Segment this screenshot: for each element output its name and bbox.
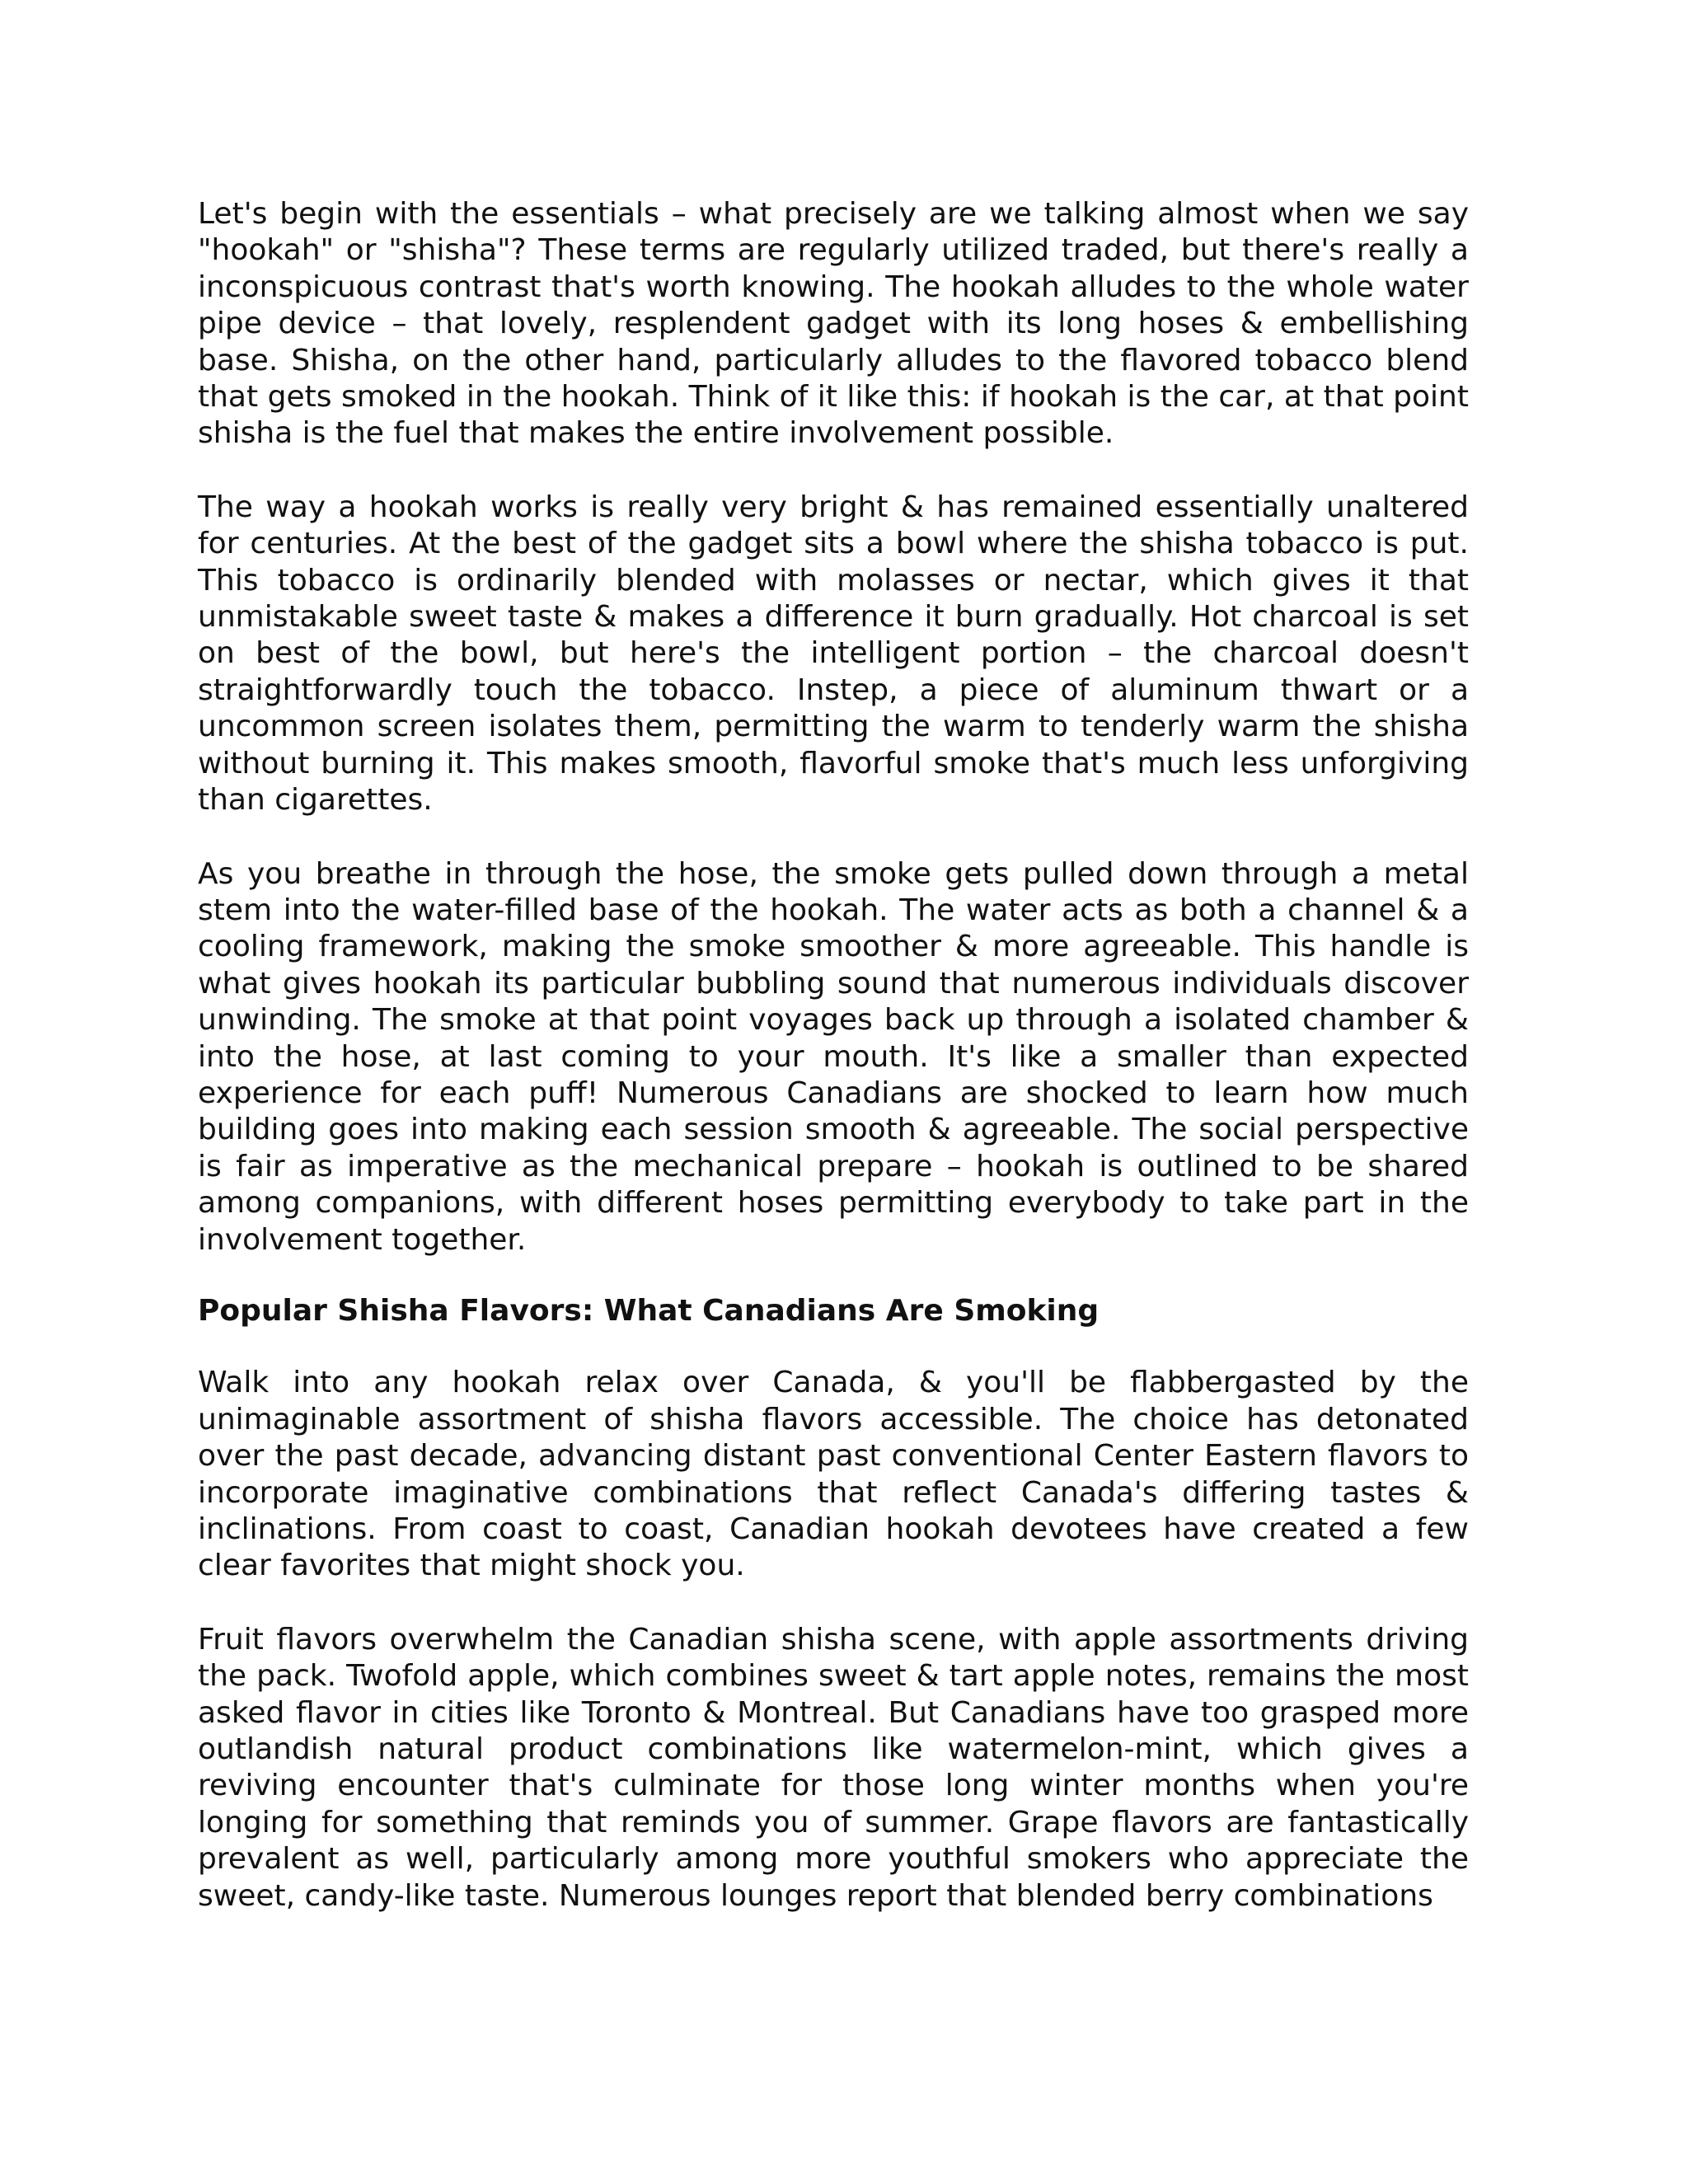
document-body	[198, 196, 1469, 1915]
section-heading-popular-flavors: Popular Shisha Flavors: What Canadians Are Smoking	[198, 1293, 1100, 1328]
paragraph-smoke-path: As you breathe in through the hose, the smoke gets pulled down through a metal stem into the water-filled base of the hookah. The water acts as both a channel & a cooling framework, making the smoke smoother & more agreeable. This handle is what gives hookah its particular bubbling sound that numerous individuals discover unwinding. The smoke at that point voyages back up through a isolated chamber & into the hose, at last coming to your mouth. It's like a smaller than expected experience for each puff! Numerous Canadians are shocked to learn how much building goes into making each session smooth & agreeable. The social perspective is fair as imperative as the mechanical prepare – hookah is outlined to be shared among companions, with different hoses permitting everybody to take part in the involvement together.	[198, 856, 1469, 1257]
paragraph-fruit-flavors: Fruit flavors overwhelm the Canadian shisha scene, with apple assortments driving the pack. Twofold apple, which combines sweet & tart apple notes, remains the most asked flavor in cities like Toronto & Montreal. But Canadians have too grasped more outlandish natural product combinations like watermelon-mint, which gives a reviving encounter that's culminate for those long winter months when you're longing for something that reminds you of summer. Grape flavors are fantastically prevalent as well, particularly among more youthful smokers who appreciate the sweet, candy-like taste. Numerous lounges report that blended berry combinations	[198, 1622, 1469, 1913]
paragraph-hookah-vs-shisha: Let's begin with the essentials – what precisely are we talking almost when we say "hookah" or "shisha"? These terms are regularly utilized traded, but there's really a inconspicuous contrast that's worth knowing. The hookah alludes to the whole water pipe device – that lovely, resplendent gadget with its long hoses & embellishing base. Shisha, on the other hand, particularly alludes to the flavored tobacco blend that gets smoked in the hookah. Think of it like this: if hookah is the car, at that point shisha is the fuel that makes the entire involvement possible.	[198, 197, 1469, 451]
paragraph-how-hookah-works: The way a hookah works is really very bright & has remained essentially unaltered for centuries. At the best of the gadget sits a bowl where the shisha tobacco is put. This tobacco is ordinarily blended with molasses or nectar, which gives it that unmistakable sweet taste & makes a difference it burn gradually. Hot charcoal is set on best of the bowl, but here's the intelligent portion – the charcoal doesn't straightforwardly touch the tobacco. Instep, a piece of aluminum thwart or a uncommon screen isolates them, permitting the warm to tenderly warm the shisha without burning it. This makes smooth, flavorful smoke that's much less unforgiving than cigarettes.	[198, 490, 1469, 818]
paragraph-flavor-variety: Walk into any hookah relax over Canada, & you'll be flabbergasted by the unimaginable assortment of shisha flavors accessible. The choice has detonated over the past decade, advancing distant past conventional Center Eastern flavors to incorporate imaginative combinations that reflect Canada's differing tastes & inclinations. From coast to coast, Canadian hookah devotees have created a few clear favorites that might shock you.	[198, 1366, 1469, 1583]
